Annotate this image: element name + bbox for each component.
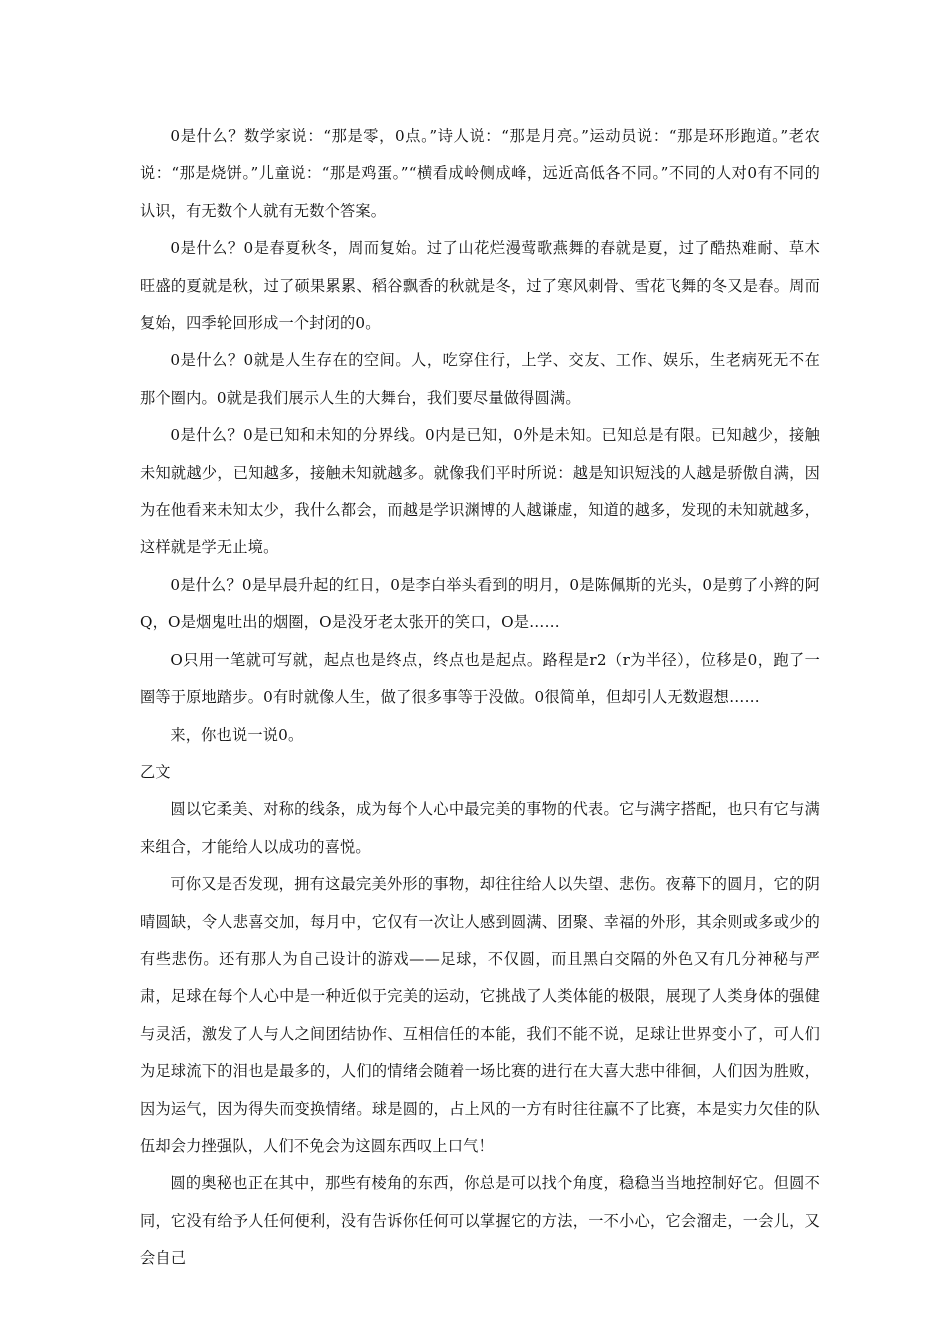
paragraph-a5: 0是什么？0是早晨升起的红日，0是李白举头看到的明月，0是陈佩斯的光头，0是剪了小辫的阿Q，O是烟鬼吐出的烟圈，O是没牙老太张开的笑口，O是…… <box>140 575 820 632</box>
paragraph-a7: 来，你也说一说0。 <box>170 725 304 744</box>
document-page <box>140 118 820 1278</box>
paragraph-b1: 圆以它柔美、对称的线条，成为每个人心中最完美的事物的代表。它与满字搭配，也只有它与满来组合，才能给人以成功的喜悦。 <box>140 800 820 856</box>
paragraph-a1: 0是什么？数学家说：“那是零，0点。”诗人说：“那是月亮。”运动员说：“那是环形跑道。”老农说：“那是烧饼。”儿童说：“那是鸡蛋。”“横看成岭侧成峰，远近高低各不同。”不同的人对0有不同的认识，有无数个人就有无数个答案。 <box>140 127 820 220</box>
paragraph-b3: 圆的奥秘也正在其中，那些有棱角的东西，你总是可以找个角度，稳稳当当地控制好它。但圆不同，它没有给予人任何便利，没有告诉你任何可以掌握它的方法，一不小心，它会溜走，一会儿，又会自己 <box>140 1174 820 1268</box>
section-heading-part-b: 乙文 <box>140 762 171 781</box>
paragraph-a3: 0是什么？0就是人生存在的空间。人，吃穿住行，上学、交友、工作、娱乐，生老病死无不在那个圈内。0就是我们展示人生的大舞台，我们要尽量做得圆满。 <box>140 351 820 407</box>
paragraph-a4: 0是什么？0是已知和未知的分界线。0内是已知，0外是未知。已知总是有限。已知越少，接触未知就越少，已知越多，接触未知就越多。就像我们平时所说：越是知识短浅的人越是骄傲自满，因为在他看来未知太少，我什么都会，而越是学识渊博的人越谦虚，知道的越多，发现的未知就越多，这样就是学无止境。 <box>140 426 820 557</box>
paragraph-b2: 可你又是否发现，拥有这最完美外形的事物，却往往给人以失望、悲伤。夜幕下的圆月，它的阴晴圆缺，令人悲喜交加，每月中，它仅有一次让人感到圆满、团聚、幸福的外形，其余则或多或少的有些悲伤。还有那人为自己设计的游戏——足球，不仅圆，而且黑白交隔的外色又有几分神秘与严肃，足球在每个人心中是一种近似于完美的运动，它挑战了人类体能的极限，展现了人类身体的强健与灵活，激发了人与人之间团结协作、互相信任的本能，我们不能不说，足球让世界变小了，可人们为足球流下的泪也是最多的，人们的情绪会随着一场比赛的进行在大喜大悲中徘徊，人们因为胜败，因为运气，因为得失而变换情绪。球是圆的，占上风的一方有时往往赢不了比赛，本是实力欠佳的队伍却会力挫强队，人们不免会为这圆东西叹上口气！ <box>140 875 820 1155</box>
paragraph-a6: O只用一笔就可写就，起点也是终点，终点也是起点。路程是r2（r为半径），位移是0，跑了一圈等于原地踏步。0有时就像人生，做了很多事等于没做。0很简单，但却引人无数遐想…… <box>140 650 820 707</box>
paragraph-a2: 0是什么？0是春夏秋冬，周而复始。过了山花烂漫莺歌燕舞的春就是夏，过了酷热难耐、草木旺盛的夏就是秋，过了硕果累累、稻谷飘香的秋就是冬，过了寒风刺骨、雪花飞舞的冬又是春。周而复始，四季轮回形成一个封闭的0。 <box>140 239 820 333</box>
